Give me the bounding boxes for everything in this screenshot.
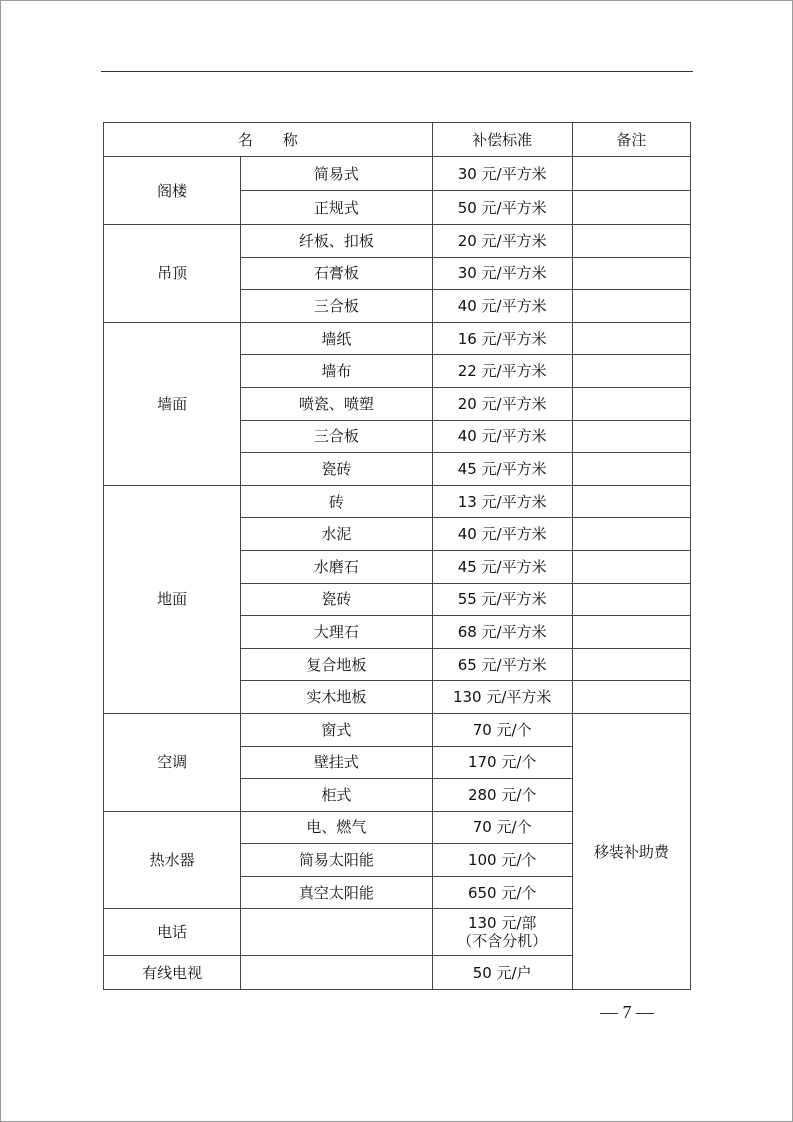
note-cell — [572, 453, 690, 486]
note-cell — [572, 583, 690, 616]
item-cell: 实木地板 — [241, 681, 432, 714]
category-cell: 电话 — [104, 909, 241, 956]
standard-cell: 16 元/平方米 — [432, 322, 572, 355]
item-cell: 水磨石 — [241, 550, 432, 583]
item-cell — [241, 956, 432, 990]
merged-note-cell: 移装补助费 — [572, 713, 690, 990]
category-cell: 热水器 — [104, 811, 241, 909]
table-header-row — [104, 123, 691, 157]
table-row — [104, 485, 691, 518]
item-cell: 石膏板 — [241, 257, 432, 290]
compensation-table — [103, 122, 691, 990]
standard-cell: 20 元/平方米 — [432, 387, 572, 420]
note-cell — [572, 648, 690, 681]
item-cell: 纤板、扣板 — [241, 225, 432, 258]
category-cell: 墙面 — [104, 322, 241, 485]
note-cell — [572, 518, 690, 551]
standard-cell: 65 元/平方米 — [432, 648, 572, 681]
standard-cell: 50 元/户 — [432, 956, 572, 990]
note-cell — [572, 290, 690, 323]
standard-cell: 30 元/平方米 — [432, 157, 572, 191]
standard-cell: 130 元/平方米 — [432, 681, 572, 714]
standard-cell: 30 元/平方米 — [432, 257, 572, 290]
standard-cell: 22 元/平方米 — [432, 355, 572, 388]
standard-cell: 13 元/平方米 — [432, 485, 572, 518]
item-cell — [241, 909, 432, 956]
standard-cell: 50 元/平方米 — [432, 191, 572, 225]
standard-line: （不含分机） — [457, 932, 548, 951]
header-rule — [101, 71, 693, 72]
header-standard: 补偿标准 — [432, 123, 572, 157]
category-cell: 地面 — [104, 485, 241, 713]
table-row — [104, 157, 691, 191]
note-cell — [572, 550, 690, 583]
item-cell: 瓷砖 — [241, 583, 432, 616]
item-cell: 壁挂式 — [241, 746, 432, 779]
item-cell: 水泥 — [241, 518, 432, 551]
standard-cell: 40 元/平方米 — [432, 290, 572, 323]
standard-cell: 650 元/个 — [432, 876, 572, 909]
standard-cell: 68 元/平方米 — [432, 616, 572, 649]
note-cell — [572, 225, 690, 258]
note-cell — [572, 420, 690, 453]
item-cell: 三合板 — [241, 420, 432, 453]
standard-cell: 40 元/平方米 — [432, 420, 572, 453]
table-row — [104, 322, 691, 355]
standard-cell: 55 元/平方米 — [432, 583, 572, 616]
note-cell — [572, 257, 690, 290]
item-cell: 简易式 — [241, 157, 432, 191]
item-cell: 正规式 — [241, 191, 432, 225]
note-cell — [572, 355, 690, 388]
item-cell: 大理石 — [241, 616, 432, 649]
standard-cell: 70 元/个 — [432, 713, 572, 746]
page-number: — 7 — — [600, 1002, 654, 1022]
standard-cell: 20 元/平方米 — [432, 225, 572, 258]
note-cell — [572, 681, 690, 714]
item-cell: 电、燃气 — [241, 811, 432, 844]
category-cell: 阁楼 — [104, 157, 241, 225]
item-cell: 简易太阳能 — [241, 844, 432, 877]
table-row — [104, 713, 691, 746]
standard-line: 130 元/部 — [467, 914, 537, 933]
standard-cell: 280 元/个 — [432, 779, 572, 812]
standard-cell: 100 元/个 — [432, 844, 572, 877]
standard-cell: 45 元/平方米 — [432, 550, 572, 583]
note-cell — [572, 322, 690, 355]
category-cell: 有线电视 — [104, 956, 241, 990]
category-cell: 吊顶 — [104, 225, 241, 323]
item-cell: 柜式 — [241, 779, 432, 812]
standard-cell: 170 元/个 — [432, 746, 572, 779]
header-name: 名 称 — [104, 123, 433, 157]
standard-cell: 70 元/个 — [432, 811, 572, 844]
header-note: 备注 — [572, 123, 690, 157]
standard-cell: 45 元/平方米 — [432, 453, 572, 486]
standard-cell: 40 元/平方米 — [432, 518, 572, 551]
note-cell — [572, 157, 690, 191]
item-cell: 窗式 — [241, 713, 432, 746]
item-cell: 真空太阳能 — [241, 876, 432, 909]
item-cell: 瓷砖 — [241, 453, 432, 486]
category-cell: 空调 — [104, 713, 241, 811]
note-cell — [572, 191, 690, 225]
note-cell — [572, 485, 690, 518]
item-cell: 三合板 — [241, 290, 432, 323]
item-cell: 喷瓷、喷塑 — [241, 387, 432, 420]
item-cell: 墙布 — [241, 355, 432, 388]
table-row — [104, 225, 691, 258]
note-cell — [572, 387, 690, 420]
standard-cell — [432, 909, 572, 956]
note-cell — [572, 616, 690, 649]
item-cell: 砖 — [241, 485, 432, 518]
item-cell: 复合地板 — [241, 648, 432, 681]
item-cell: 墙纸 — [241, 322, 432, 355]
